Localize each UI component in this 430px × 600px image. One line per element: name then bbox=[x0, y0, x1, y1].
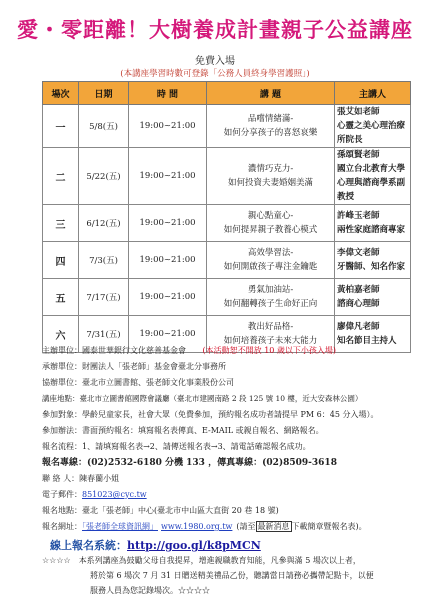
table-row bbox=[43, 205, 411, 242]
session-date: 6/12(五) bbox=[79, 205, 129, 242]
topic-subtitle: 如何翻轉孩子生命好正向 bbox=[223, 299, 318, 309]
speaker-line: 許峰玉老師 bbox=[337, 211, 380, 221]
note-line-2: 將於第 6 場次 7 月 31 日贈送精美禮品乙份，聽講當日請務必攜帶記點卡，以便 bbox=[90, 571, 374, 580]
co-value: 臺北市立圖書館、張老師文化事業股份公司 bbox=[82, 378, 234, 387]
session-number: 四 bbox=[43, 242, 79, 279]
speaker-line: 知名節目主持人 bbox=[337, 336, 397, 346]
undertaker-line bbox=[42, 360, 422, 374]
topic-subtitle: 如何提昇親子教養心模式 bbox=[223, 225, 318, 235]
session-time: 19:00~21:00 bbox=[129, 148, 207, 205]
website-label: 報名網址： bbox=[42, 522, 82, 531]
session-topic bbox=[207, 105, 335, 148]
header-time: 時 間 bbox=[129, 82, 207, 105]
website-post: 下載簡章暨報名表)。 bbox=[291, 522, 367, 531]
speaker-line: 黃柏嘉老師 bbox=[337, 285, 380, 295]
website-pre: (請至 bbox=[236, 522, 256, 531]
speaker-line: 孫頌賢老師 bbox=[337, 150, 380, 160]
topic-subtitle: 如何培養孩子未來大能力 bbox=[223, 336, 318, 346]
venue-value: 臺北市立圖書館國際會議廳（臺北市建國南路 2 段 125 號 10 樓，近大安森林公園） bbox=[79, 394, 363, 403]
session-date: 7/3(五) bbox=[79, 242, 129, 279]
table-row bbox=[43, 279, 411, 316]
note-line-1: ☆☆☆☆ 本系列講座為鼓勵父母自我提昇，增進親職教育知能，凡參與滿 5 場次以上者， bbox=[42, 556, 361, 565]
header-topic: 講 題 bbox=[207, 82, 335, 105]
address-line bbox=[42, 504, 422, 518]
session-date: 5/22(五) bbox=[79, 148, 129, 205]
speaker-line: 牙醫師、知名作家 bbox=[337, 262, 406, 272]
venue-label: 講座地點： bbox=[42, 394, 80, 403]
speaker-line: 教授 bbox=[337, 192, 355, 202]
online-label: 線上報名系統： bbox=[50, 539, 127, 552]
contact-value: 陳春蘭小姐 bbox=[79, 474, 120, 483]
note-line-3: 服務人員為您記錄場次。☆☆☆☆ bbox=[90, 586, 210, 595]
contact-label: 聯 絡 人： bbox=[42, 474, 80, 483]
online-registration bbox=[50, 537, 261, 553]
credit-note: (本講座學習時數可登錄「公務人員終身學習護照」) bbox=[120, 69, 310, 79]
audience-line bbox=[42, 408, 422, 422]
website-url-link[interactable]: www.1980.org.tw bbox=[161, 522, 233, 531]
audience-label: 參加對象： bbox=[42, 410, 82, 419]
session-speaker bbox=[335, 242, 411, 279]
header-date: 日期 bbox=[79, 82, 129, 105]
session-time: 19:00~21:00 bbox=[129, 242, 207, 279]
organizer-label: 主辦單位： bbox=[42, 346, 82, 355]
method-line bbox=[42, 424, 422, 438]
session-speaker bbox=[335, 279, 411, 316]
session-date: 5/8(五) bbox=[79, 105, 129, 148]
flow-label: 報名流程： bbox=[42, 442, 82, 451]
session-topic bbox=[207, 279, 335, 316]
co-label: 協辦單位： bbox=[42, 378, 82, 387]
footer-note bbox=[42, 553, 414, 598]
flow-line bbox=[42, 440, 422, 454]
table-row bbox=[43, 242, 411, 279]
session-date: 7/17(五) bbox=[79, 279, 129, 316]
speaker-line: 廖偉凡老師 bbox=[337, 322, 380, 332]
website-line bbox=[42, 520, 422, 534]
admission-text: 免費入場 bbox=[195, 56, 235, 67]
audience-value: 學齡兒童家長，社會大眾（免費參加，預約報名成功者請提早 PM 6：45 分入場）。 bbox=[82, 410, 379, 419]
speaker-line: 國立台北教育大學 bbox=[337, 164, 406, 174]
method-value: 書面預約報名：填寫報名表傳真、E-MAIL 或親自報名、網路報名。 bbox=[82, 426, 324, 435]
topic-title: 高效學習法- bbox=[247, 248, 294, 258]
table-row bbox=[43, 105, 411, 148]
venue-line bbox=[42, 392, 422, 406]
flow-value: 1、請填寫報名表→2、請傳送報名表→3、請電話確認報名成功。 bbox=[82, 442, 311, 451]
undertaker-value: 財團法人「張老師」基金會臺北分事務所 bbox=[82, 362, 226, 371]
address-value: 臺北「張老師」中心(臺北市中山區大直街 20 巷 18 號) bbox=[82, 506, 279, 515]
session-number: 五 bbox=[43, 279, 79, 316]
topic-subtitle: 如何開啟孩子專注金鑰匙 bbox=[223, 262, 318, 272]
method-label: 參加辦法： bbox=[42, 426, 82, 435]
topic-subtitle: 如何投資夫妻婚姻美滿 bbox=[227, 178, 313, 188]
online-url-link[interactable]: http://goo.gl/k8pMCN bbox=[127, 539, 261, 552]
organizer-note: (本活動恕不開放 10 歲以下小孩入場) bbox=[202, 346, 337, 355]
session-topic bbox=[207, 148, 335, 205]
session-time: 19:00~21:00 bbox=[129, 316, 207, 353]
speaker-line: 張艾如老師 bbox=[337, 107, 380, 117]
phone-line bbox=[42, 456, 422, 470]
session-time: 19:00~21:00 bbox=[129, 205, 207, 242]
organizer-value: 國泰世華銀行文化慈善基金會 bbox=[82, 346, 186, 355]
speaker-line: 所院長 bbox=[337, 135, 363, 145]
session-number: 二 bbox=[43, 148, 79, 205]
session-topic bbox=[207, 205, 335, 242]
email-label: 電子郵件： bbox=[42, 490, 82, 499]
speaker-line: 心靈之美心理治療 bbox=[337, 121, 406, 131]
email-link[interactable]: 851023@cyc.tw bbox=[82, 490, 147, 499]
speaker-line: 兩性家庭諮商專家 bbox=[337, 225, 406, 235]
email-line bbox=[42, 488, 422, 502]
table-header-row bbox=[43, 82, 411, 105]
session-speaker bbox=[335, 148, 411, 205]
latest-news-box: 最新消息 bbox=[257, 522, 290, 531]
website-name-link[interactable]: 「張老師全球資訊網」 bbox=[82, 522, 158, 531]
header-session: 場次 bbox=[43, 82, 79, 105]
speaker-line: 諮商心理師 bbox=[337, 299, 380, 309]
session-date: 7/31(五) bbox=[79, 316, 129, 353]
session-number: 六 bbox=[43, 316, 79, 353]
address-label: 報名地點： bbox=[42, 506, 82, 515]
undertaker-label: 承辦單位： bbox=[42, 362, 82, 371]
session-topic bbox=[207, 242, 335, 279]
topic-subtitle: 如何分享孩子的喜怒哀樂 bbox=[223, 128, 318, 138]
session-speaker bbox=[335, 105, 411, 148]
phone-value: (02)2532-6180 分機 133 ，傳真專線：(02)8509-3618 bbox=[87, 458, 337, 468]
phone-label: 報名專線： bbox=[42, 458, 88, 468]
header-speaker: 主講人 bbox=[335, 82, 411, 105]
session-time: 19:00~21:00 bbox=[129, 105, 207, 148]
stars-icon: ☆☆☆☆ bbox=[42, 556, 71, 565]
session-number: 一 bbox=[43, 105, 79, 148]
co-organizer-line bbox=[42, 376, 422, 390]
topic-title: 親心點童心- bbox=[247, 211, 294, 221]
speaker-line: 心理與諮商學系副 bbox=[337, 178, 406, 188]
session-speaker bbox=[335, 205, 411, 242]
session-number: 三 bbox=[43, 205, 79, 242]
table-row bbox=[43, 148, 411, 205]
organizer-line bbox=[42, 344, 422, 358]
topic-title: 濃情巧克力- bbox=[247, 164, 294, 174]
session-time: 19:00~21:00 bbox=[129, 279, 207, 316]
page-title: 愛・零距離！大樹養成計畫親子公益講座 bbox=[17, 17, 413, 42]
topic-title: 教出好品格- bbox=[247, 322, 294, 332]
contact-line bbox=[42, 472, 422, 486]
topic-title: 品嚐情緒滿- bbox=[247, 114, 294, 124]
speaker-line: 李偉文老師 bbox=[337, 248, 380, 258]
topic-title: 勇氣加油站- bbox=[247, 285, 294, 295]
schedule-table bbox=[42, 81, 411, 353]
